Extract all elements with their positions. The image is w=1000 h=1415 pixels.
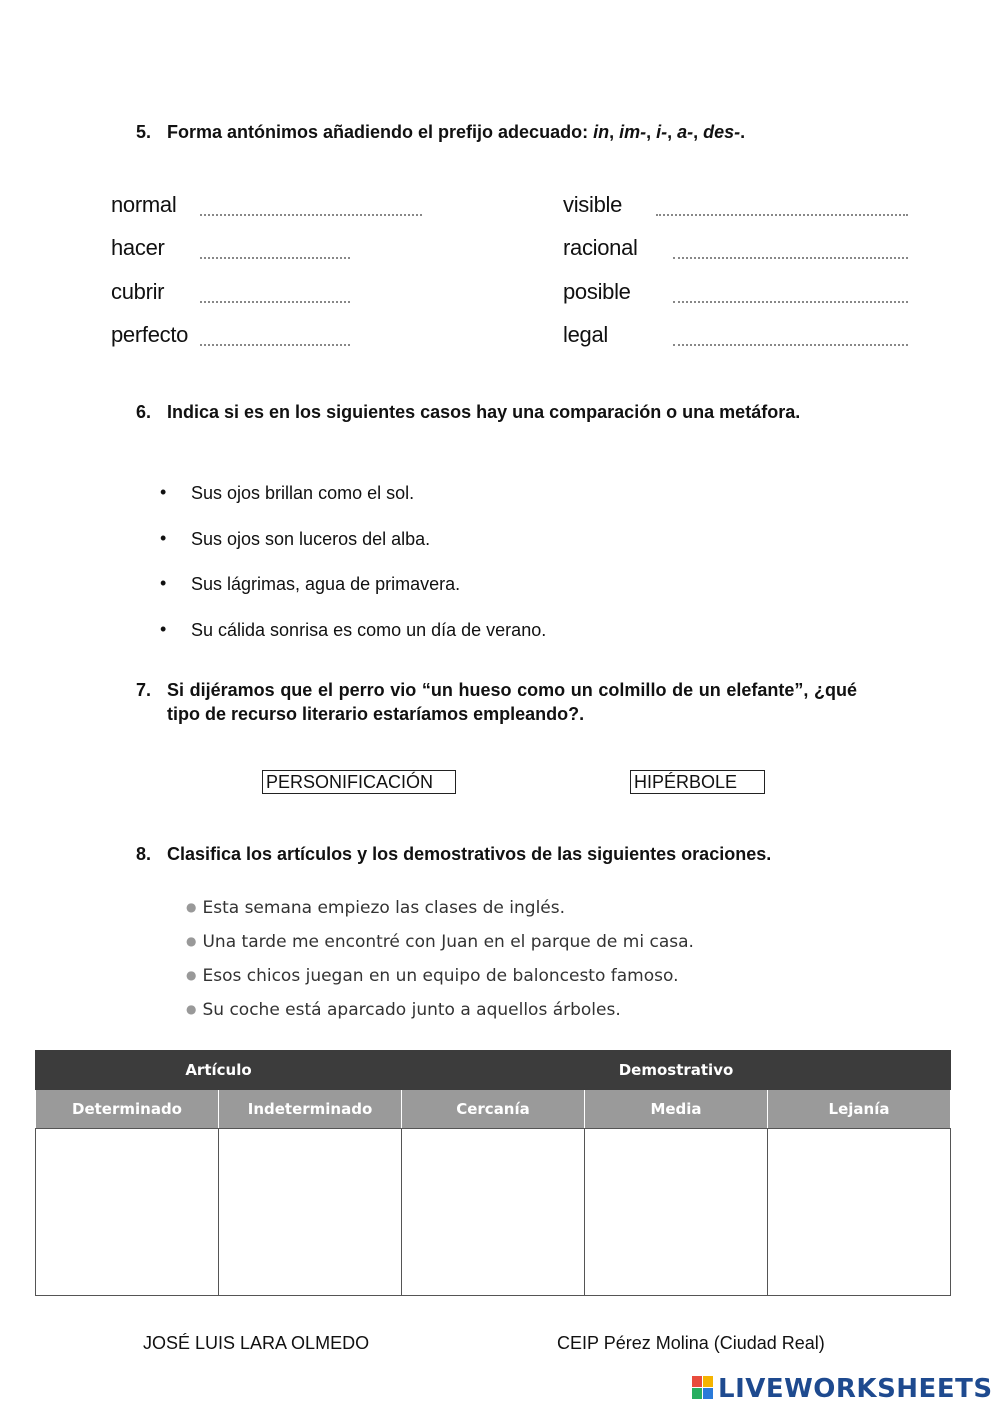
answer-cell-indeterminado[interactable]	[219, 1129, 402, 1296]
option-personificacion[interactable]: PERSONIFICACIÓN	[262, 770, 456, 794]
answer-blank[interactable]	[673, 257, 908, 259]
answer-blank[interactable]	[200, 257, 350, 259]
word-label: perfecto	[111, 322, 189, 347]
question-number: 8.	[136, 844, 152, 864]
header-articulo: Artículo	[36, 1051, 402, 1090]
bullet-icon: ●	[186, 968, 197, 982]
question-number: 7.	[136, 680, 152, 700]
subheader-media: Media	[585, 1090, 768, 1129]
answer-blank[interactable]	[200, 301, 350, 303]
question-text: Si dijéramos que el perro vio “un hueso como un colmillo de un elefante”, ¿qué tipo de recurso literario estaríamos empleando?.	[167, 680, 857, 724]
liveworksheets-watermark: LIVEWORKSHEETS	[692, 1374, 993, 1404]
word-label: legal	[563, 322, 608, 347]
answer-cell-lejania[interactable]	[768, 1129, 951, 1296]
bullet-icon: ●	[186, 1002, 197, 1016]
prefix-option: a-	[677, 122, 694, 142]
answer-blank[interactable]	[200, 214, 422, 216]
answer-cell-cercania[interactable]	[402, 1129, 585, 1296]
word-label: posible	[563, 279, 631, 304]
sentence-item: ● Esta semana empiezo las clases de inglés.	[186, 898, 566, 918]
bullet-icon: ●	[186, 900, 197, 914]
word-label: cubrir	[111, 279, 165, 304]
sentence-item: ● Su coche está aparcado junto a aquellos árboles.	[186, 1000, 621, 1020]
question-text: Forma antónimos añadiendo el prefijo adecuado: in, im-, i-, a-, des-.	[167, 122, 746, 142]
word-label: normal	[111, 192, 177, 217]
footer-author: JOSÉ LUIS LARA OLMEDO	[143, 1333, 370, 1353]
bullet-icon: •	[160, 482, 167, 502]
subheader-indeterminado: Indeterminado	[219, 1090, 402, 1129]
prefix-option: des-	[703, 122, 741, 142]
question-text: Clasifica los artículos y los demostrativos de las siguientes oraciones.	[167, 844, 772, 864]
answer-cell-determinado[interactable]	[36, 1129, 219, 1296]
option-hiperbole[interactable]: HIPÉRBOLE	[630, 770, 765, 794]
header-demostrativo: Demostrativo	[402, 1051, 951, 1090]
subheader-determinado: Determinado	[36, 1090, 219, 1129]
sentence-item: ● Esos chicos juegan en un equipo de baloncesto famoso.	[186, 966, 679, 986]
sentence-item: ● Una tarde me encontré con Juan en el parque de mi casa.	[186, 932, 694, 952]
word-label: hacer	[111, 235, 165, 260]
word-label: visible	[563, 192, 623, 217]
footer-school: CEIP Pérez Molina (Ciudad Real)	[557, 1333, 825, 1353]
answer-blank[interactable]	[200, 344, 350, 346]
classification-table	[35, 1050, 951, 1296]
answer-blank[interactable]	[656, 214, 908, 216]
answer-blank[interactable]	[673, 344, 908, 346]
bullet-icon: •	[160, 619, 167, 639]
bullet-icon: •	[160, 573, 167, 593]
prefix-option: i-	[656, 122, 668, 142]
prefix-option: im-	[619, 122, 647, 142]
subheader-lejania: Lejanía	[768, 1090, 951, 1129]
bullet-icon: •	[160, 528, 167, 548]
answer-blank[interactable]	[673, 301, 908, 303]
bullet-icon: ●	[186, 934, 197, 948]
subheader-cercania: Cercanía	[402, 1090, 585, 1129]
word-label: racional	[563, 235, 638, 260]
answer-cell-media[interactable]	[585, 1129, 768, 1296]
prefix-option: in	[593, 122, 610, 142]
question-text: Indica si es en los siguientes casos hay una comparación o una metáfora.	[167, 402, 801, 422]
liveworksheets-logo-icon	[692, 1376, 714, 1400]
question-number: 5.	[136, 122, 152, 142]
question-number: 6.	[136, 402, 152, 422]
